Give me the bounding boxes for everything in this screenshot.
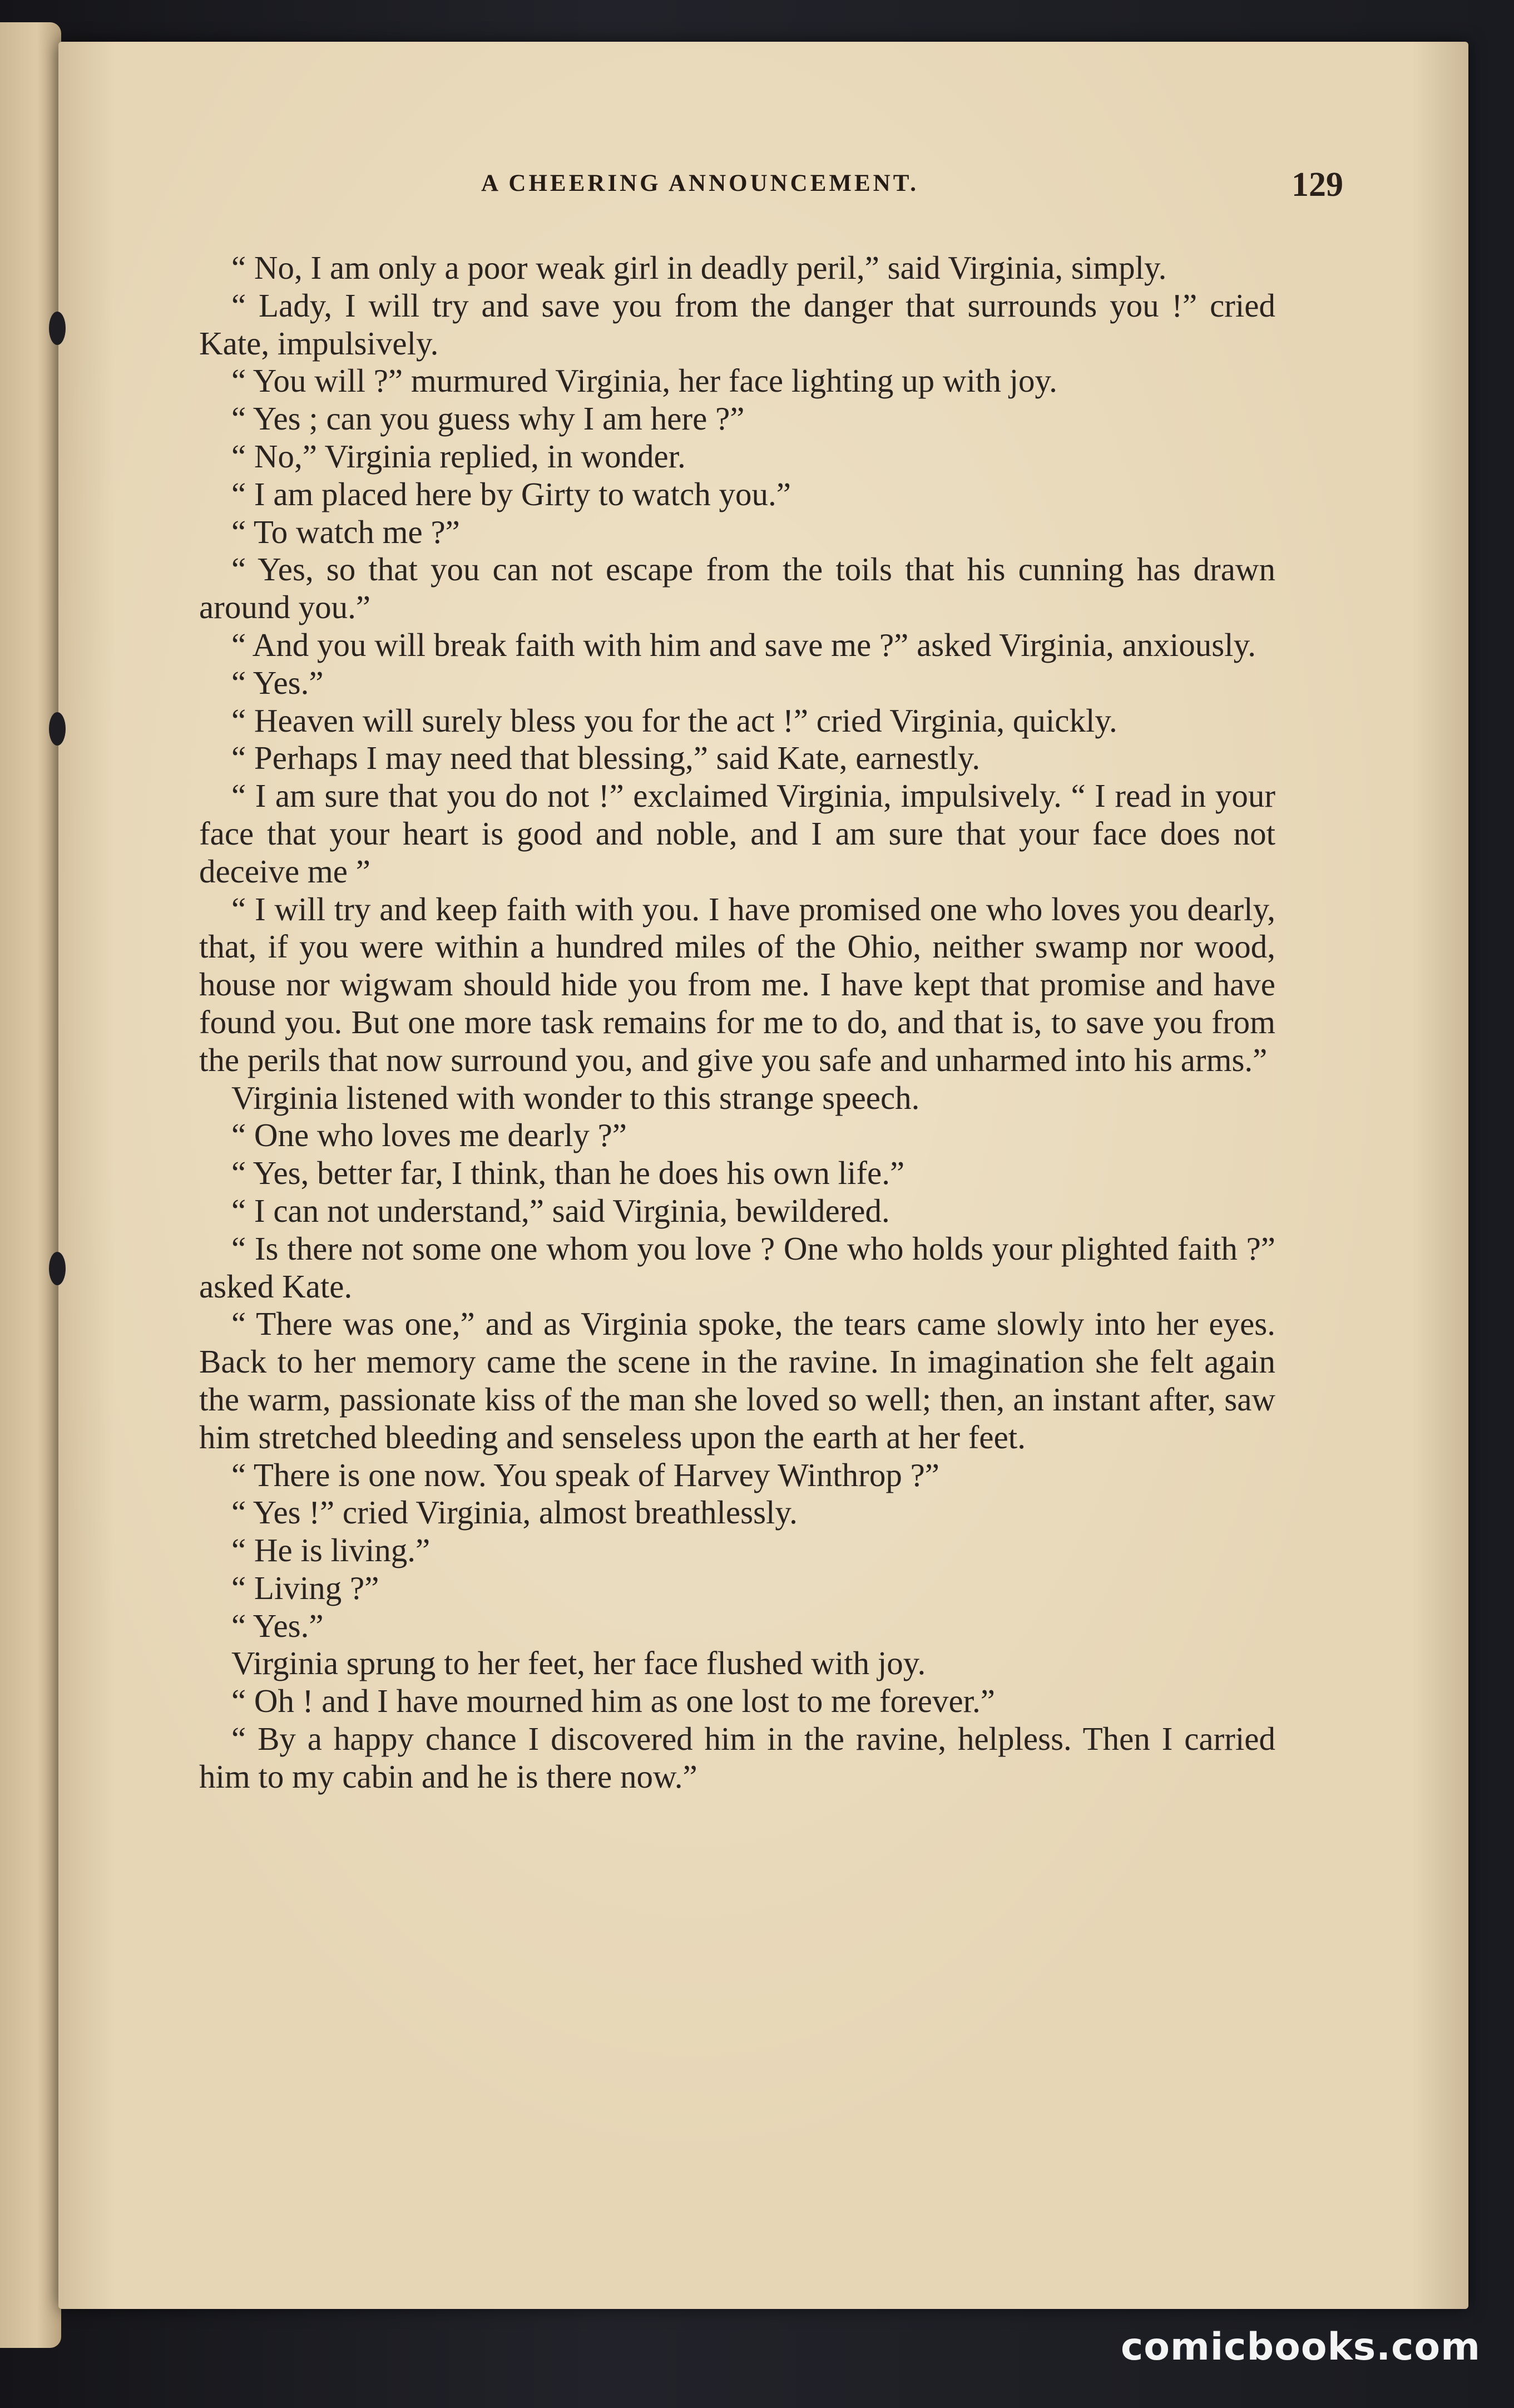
paragraph: “ Yes !” cried Virginia, almost breathlessly. (231, 1494, 798, 1531)
paragraph: “ There is one now. You speak of Harvey Winthrop ?” (231, 1456, 939, 1493)
facing-page-edge (0, 22, 61, 2348)
binding-hole (49, 312, 66, 345)
paragraph: “ There was one,” and as Virginia spoke, the tears came slowly into her eyes. Back to her memory came the scene in the ravine. In imagination she felt again the warm, passionate kiss of the man she loved so well; then, an instant after, saw him stretched bleeding and senseless upon the earth at her feet. (199, 1305, 1275, 1455)
paragraph: “ Yes.” (231, 1607, 324, 1644)
body-text (199, 249, 1275, 1796)
paragraph: “ No,” Virginia replied, in wonder. (231, 437, 686, 475)
watermark: comicbooks.com (1120, 2325, 1481, 2369)
binding-hole (49, 712, 66, 746)
paragraph: “ Heaven will surely bless you for the act !” cried Virginia, quickly. (231, 702, 1117, 739)
paragraph: “ I am sure that you do not !” exclaimed Virginia, impulsively. “ I read in your face that your heart is good and noble, and I am sure that your face does not deceive me ” (199, 777, 1275, 890)
paragraph: Virginia sprung to her feet, her face flushed with joy. (231, 1645, 926, 1682)
paragraph: “ I will try and keep faith with you. I have promised one who loves you dearly, that, if you were within a hundred miles of the Ohio, neither swamp nor wood, house nor wigwam should hide you from me. I have kept that promise and have found you. But one more task remains for me to do, and that is, to save you from the perils that now surround you, and give you safe and unharmed into his arms.” (199, 890, 1275, 1078)
page-number: 129 (1292, 166, 1343, 204)
paragraph: “ Living ?” (231, 1569, 379, 1606)
paragraph: “ By a happy chance I discovered him in the ravine, helpless. Then I carried him to my cabin and he is there now.” (199, 1720, 1275, 1795)
paragraph: “ I am placed here by Girty to watch you.” (231, 475, 791, 512)
paragraph: “ Is there not some one whom you love ? One who holds your plighted faith ?” asked Kate. (199, 1230, 1275, 1305)
running-title: A CHEERING ANNOUNCEMENT. (481, 170, 919, 196)
paragraph: “ Yes.” (231, 664, 324, 701)
paragraph: “ No, I am only a poor weak girl in deadly peril,” said Virginia, simply. (231, 249, 1167, 286)
paragraph: “ I can not understand,” said Virginia, bewildered. (231, 1192, 890, 1229)
paragraph: “ Yes, better far, I think, than he does his own life.” (231, 1154, 905, 1192)
binding-hole (49, 1252, 66, 1285)
paragraph: “ Perhaps I may need that blessing,” said Kate, earnestly. (231, 739, 981, 777)
paragraph: “ You will ?” murmured Virginia, her face lighting up with joy. (231, 362, 1057, 399)
paragraph: “ One who loves me dearly ?” (231, 1117, 627, 1154)
running-head (200, 166, 1343, 214)
paragraph: “ He is living.” (231, 1532, 431, 1569)
paragraph: “ And you will break faith with him and save me ?” asked Virginia, anxiously. (231, 626, 1256, 663)
paragraph: “ Yes, so that you can not escape from the toils that his cunning has drawn around you.” (199, 551, 1275, 626)
paragraph: Virginia listened with wonder to this strange speech. (231, 1079, 920, 1116)
paragraph: “ Lady, I will try and save you from the danger that surrounds you !” cried Kate, impulsively. (199, 287, 1275, 362)
paragraph: “ Yes ; can you guess why I am here ?” (231, 400, 745, 437)
paragraph: “ Oh ! and I have mourned him as one lost to me forever.” (231, 1682, 995, 1720)
paragraph: “ To watch me ?” (231, 513, 460, 550)
